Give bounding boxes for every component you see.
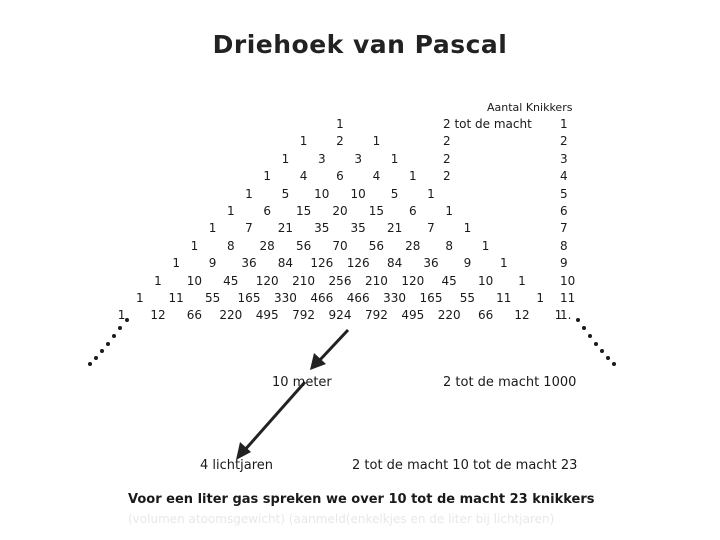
triangle-cell: 120 bbox=[255, 273, 279, 288]
triangle-cell: 1 bbox=[226, 204, 235, 218]
triangle-cell: 466 bbox=[310, 291, 334, 305]
triangle-cell: 70 bbox=[332, 238, 348, 253]
triangle-cell: 1 bbox=[299, 134, 308, 149]
triangle-cell: 220 bbox=[219, 308, 243, 323]
triangle-cell: 126 bbox=[346, 256, 370, 271]
triangle-cell: 35 bbox=[314, 221, 330, 236]
triangle-cell: 210 bbox=[364, 273, 388, 288]
footer-faded-text: (volumen atoomsgewicht) (aanmeld(enkelkjes en de liter bij lichtjaren) bbox=[128, 512, 555, 526]
triangle-cell: 8 bbox=[445, 238, 454, 253]
triangle-cell: 5 bbox=[390, 186, 399, 201]
marbles-header: Aantal Knikkers bbox=[487, 101, 573, 114]
triangle-cell: 792 bbox=[364, 308, 388, 323]
triangle-cell: 10 bbox=[477, 273, 494, 288]
triangle-cell: 10 bbox=[186, 273, 203, 288]
triangle-cell: 55 bbox=[204, 291, 221, 305]
triangle-cell: 2 bbox=[336, 134, 344, 149]
triangle-cell: 1 bbox=[208, 221, 217, 236]
triangle-cell: 1 bbox=[408, 169, 417, 184]
triangle-cell: 12 bbox=[514, 308, 530, 323]
triangle-cell: 1 bbox=[117, 308, 126, 323]
triangle-cell: 45 bbox=[441, 273, 457, 288]
triangle-cell: 4 bbox=[299, 169, 308, 184]
power-exponent: 5 bbox=[560, 186, 568, 201]
triangle-cell: 466 bbox=[346, 291, 370, 305]
triangle-cell: 1 bbox=[372, 134, 381, 149]
page-title: Driehoek van Pascal bbox=[212, 30, 508, 59]
triangle-cell: 1 bbox=[536, 291, 545, 305]
triangle-cell: 56 bbox=[295, 238, 312, 253]
triangle-cell: 55 bbox=[459, 291, 476, 305]
triangle-cell: 15 bbox=[295, 204, 312, 218]
power-prefix: 2 bbox=[443, 169, 451, 184]
triangle-cell: 21 bbox=[386, 221, 403, 236]
triangle-cell: 495 bbox=[255, 308, 279, 323]
triangle-cell: 3 bbox=[354, 151, 363, 166]
triangle-cell: 165 bbox=[419, 291, 443, 305]
triangle-cell: 330 bbox=[273, 291, 297, 305]
triangle-cell: 10 bbox=[350, 186, 366, 201]
triangle-cell: 1 bbox=[263, 169, 272, 184]
triangle-cell: 7 bbox=[427, 221, 435, 236]
annotation-power-1000: 2 tot de macht 1000 bbox=[443, 375, 577, 390]
power-exponent: 9 bbox=[560, 256, 568, 271]
power-exponent: 7 bbox=[560, 221, 568, 236]
footer-text: Voor een liter gas spreken we over 10 tot de macht 23 knikkers bbox=[128, 492, 595, 507]
power-exponent: 6 bbox=[560, 204, 568, 218]
annotation-4-lichtjaren: 4 lichtjaren bbox=[200, 458, 273, 473]
power-exponent: 8 bbox=[560, 238, 568, 253]
power-exponent: 1 bbox=[560, 117, 568, 131]
power-exponent: 10 bbox=[560, 273, 576, 288]
power-prefix: 2 bbox=[443, 134, 451, 149]
triangle-cell: 6 bbox=[408, 204, 417, 218]
triangle-cell: 1 bbox=[463, 221, 472, 236]
triangle-cell: 4 bbox=[372, 169, 381, 184]
triangle-cell: 8 bbox=[226, 238, 235, 253]
triangle-cell: 792 bbox=[292, 308, 316, 323]
power-exponent: 4 bbox=[560, 169, 568, 184]
triangle-cell: 495 bbox=[401, 308, 425, 323]
triangle-cell: 11 bbox=[496, 291, 512, 305]
triangle-cell: 120 bbox=[401, 273, 425, 288]
triangle-cell: 1 bbox=[336, 117, 344, 131]
triangle-cell: 126 bbox=[310, 256, 334, 271]
triangle-cell: 20 bbox=[332, 204, 348, 218]
triangle-cell: 1 bbox=[245, 186, 253, 201]
triangle-cell: 3 bbox=[317, 151, 326, 166]
power-prefix: 2 tot de macht bbox=[443, 117, 532, 131]
power-exponent: 3 bbox=[560, 151, 568, 166]
triangle-cell: 28 bbox=[405, 238, 421, 253]
annotation-power-10-23: 2 tot de macht 10 tot de macht 23 bbox=[352, 458, 578, 473]
triangle-cell: 11 bbox=[168, 291, 184, 305]
triangle-cell: 15 bbox=[368, 204, 385, 218]
triangle-cell: 220 bbox=[437, 308, 461, 323]
triangle-cell: 36 bbox=[423, 256, 439, 271]
triangle-cell: 9 bbox=[208, 256, 217, 271]
triangle-cell: 1 bbox=[481, 238, 490, 253]
triangle-cell: 56 bbox=[368, 238, 385, 253]
triangle-cell: 1 bbox=[154, 273, 162, 288]
triangle-cell: 1 bbox=[445, 204, 454, 218]
triangle-cell: 924 bbox=[328, 308, 352, 323]
triangle-cell: 66 bbox=[477, 308, 494, 323]
triangle-cell: 45 bbox=[223, 273, 239, 288]
arrow-to-10-meter bbox=[310, 330, 348, 370]
triangle-cell: 6 bbox=[336, 169, 344, 184]
triangle-cell: 1 bbox=[281, 151, 290, 166]
triangle-cell: 1 bbox=[190, 238, 199, 253]
triangle-cell: 1 bbox=[518, 273, 526, 288]
triangle-cell: 84 bbox=[277, 256, 294, 271]
triangle-cell: 10 bbox=[314, 186, 330, 201]
triangle-cell: 7 bbox=[245, 221, 253, 236]
triangle-cell: 1 bbox=[499, 256, 508, 271]
triangle-cell: 1 bbox=[390, 151, 399, 166]
triangle-cell: 330 bbox=[383, 291, 407, 305]
power-exponent: 1. bbox=[560, 308, 572, 323]
triangle-cell: 35 bbox=[350, 221, 366, 236]
triangle-cell: 12 bbox=[150, 308, 166, 323]
triangle-cell: 1 bbox=[427, 186, 435, 201]
triangle-cell: 210 bbox=[292, 273, 316, 288]
power-prefix: 2 bbox=[443, 151, 451, 166]
triangle-cell: 28 bbox=[259, 238, 275, 253]
triangle-cell: 36 bbox=[241, 256, 257, 271]
triangle-cell: 256 bbox=[328, 273, 352, 288]
triangle-cell: 1 bbox=[554, 308, 563, 323]
arrow-to-4-lichtjaren bbox=[236, 382, 305, 460]
triangle-cell: 6 bbox=[263, 204, 272, 218]
triangle-cell: 1 bbox=[135, 291, 144, 305]
triangle-cell: 1 bbox=[172, 256, 181, 271]
triangle-cell: 66 bbox=[186, 308, 203, 323]
triangle-cell: 9 bbox=[463, 256, 472, 271]
triangle-cell: 21 bbox=[277, 221, 294, 236]
annotation-10-meter: 10 meter bbox=[272, 375, 332, 390]
triangle-cell: 84 bbox=[386, 256, 403, 271]
triangle-cell: 165 bbox=[237, 291, 261, 305]
triangle-cell: 5 bbox=[281, 186, 290, 201]
power-exponent: 2 bbox=[560, 134, 568, 149]
power-exponent: 11 bbox=[560, 291, 576, 305]
